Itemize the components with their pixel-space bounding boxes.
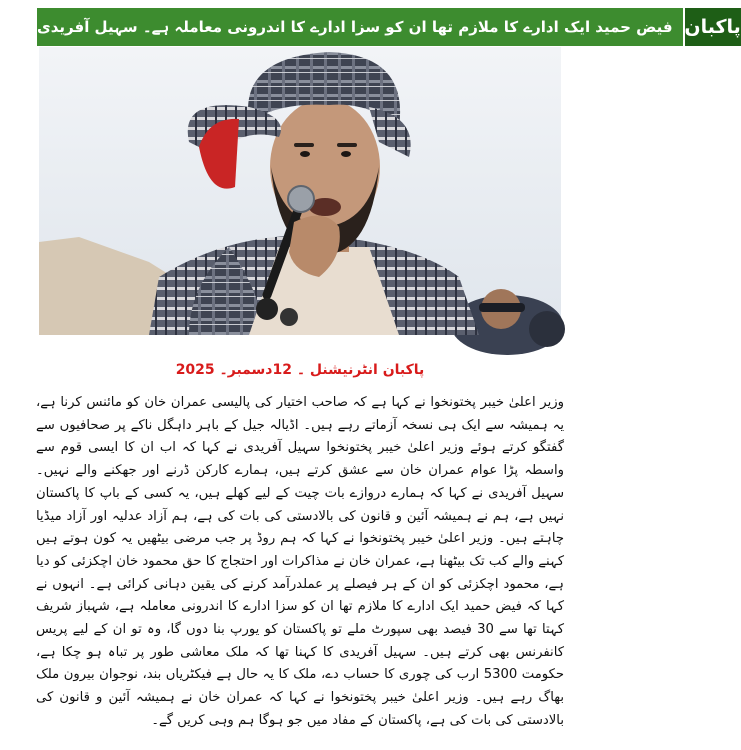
headline-text: فیض حمید ایک ادارے کا ملازم تھا ان کو سزا ادارے کا اندرونی معاملہ ہے۔ سہیل آفریدی: [37, 8, 683, 46]
byline-date: پاکبان انٹرنیشنل ۔ 12دسمبر۔ 2025: [175, 362, 425, 378]
article-body: وزیر اعلیٰ خیبر پختونخوا نے کہا ہے کہ صاحب اختیار کی پالیسی عمران خان کو مائنس کرنا ہے، یہ ہمیشہ سے ایک ہی نسخہ آزماتے رہے ہیں۔ اڈیالہ جیل کے باہر داہگل ناکے پر صحافیوں سے گفتگو کرتے ہوئے وزیر اعلیٰ خیبر پختونخوا سہیل آفریدی نے کہا کہ اب ان کا ایسی قوم سے واسطہ پڑا عوام عمران خان سے عشق کرتے ہیں، ہمارے کارکن ڈرنے اور جھکنے والے نہیں۔ سہیل آفریدی نے کہا کہ ہمارے دروازے بات چیت کے لیے کھلے ہیں، یہ کسی کے باپ کا پاکستان نہیں ہے، ہم نے ہمیشہ آئین و قانون کی بالادستی کی بات کی ہے، ہم آزاد عدلیہ اور آزاد میڈیا چاہتے ہیں۔ وزیر اعلیٰ خیبر پختونخوا نے کہا کہ ہم روڈ پر جب مرضی بیٹھیں یہ کون ہوتے ہیں کہنے والے کب تک بیٹھنا ہے، عمران خان نے مذاکرات اور احتجاج کا حق محمود خان اچکزئی کو دیا ہے، محمود اچکزئی کو ان کے ہر فیصلے پر عملدرآمد کرنے کی یقین دہانی کرائی ہے۔ انہوں نے کہا کہ فیض حمید ایک ادارے کا ملازم تھا ان کو سزا ادارے کا اندرونی معاملہ ہے، شہباز شریف کہتا تھا سے 30 فیصد بھی سپورٹ ملے تو پاکستان کو یورپ بنا دوں گا، وہ تو ان کے لیے پریس کانفرنس بھی کرتے ہیں۔ سہیل آفریدی کا کہنا تھا کہ ملک معاشی طور پر تباہ ہو چکا ہے، حکومت 5300 ارب کی چوری کا حساب دے، ملک کا یہ حال ہے فیکٹریاں بند، نوجوان بیرون ملک بھاگ رہے ہیں۔ وزیر اعلیٰ خیبر پختونخوا نے کہا کہ عمران خان نے ہمیشہ آئین و قانون کی بالادستی کی بات کی ہے، پاکستان کے مفاد میں جو ہوگا ہم وہی کریں گے۔: [36, 395, 565, 728]
speaker-illustration: [39, 47, 561, 335]
news-photo: [39, 47, 561, 335]
brand-logo: پاکبان: [683, 8, 741, 46]
headline-banner: [37, 8, 741, 46]
